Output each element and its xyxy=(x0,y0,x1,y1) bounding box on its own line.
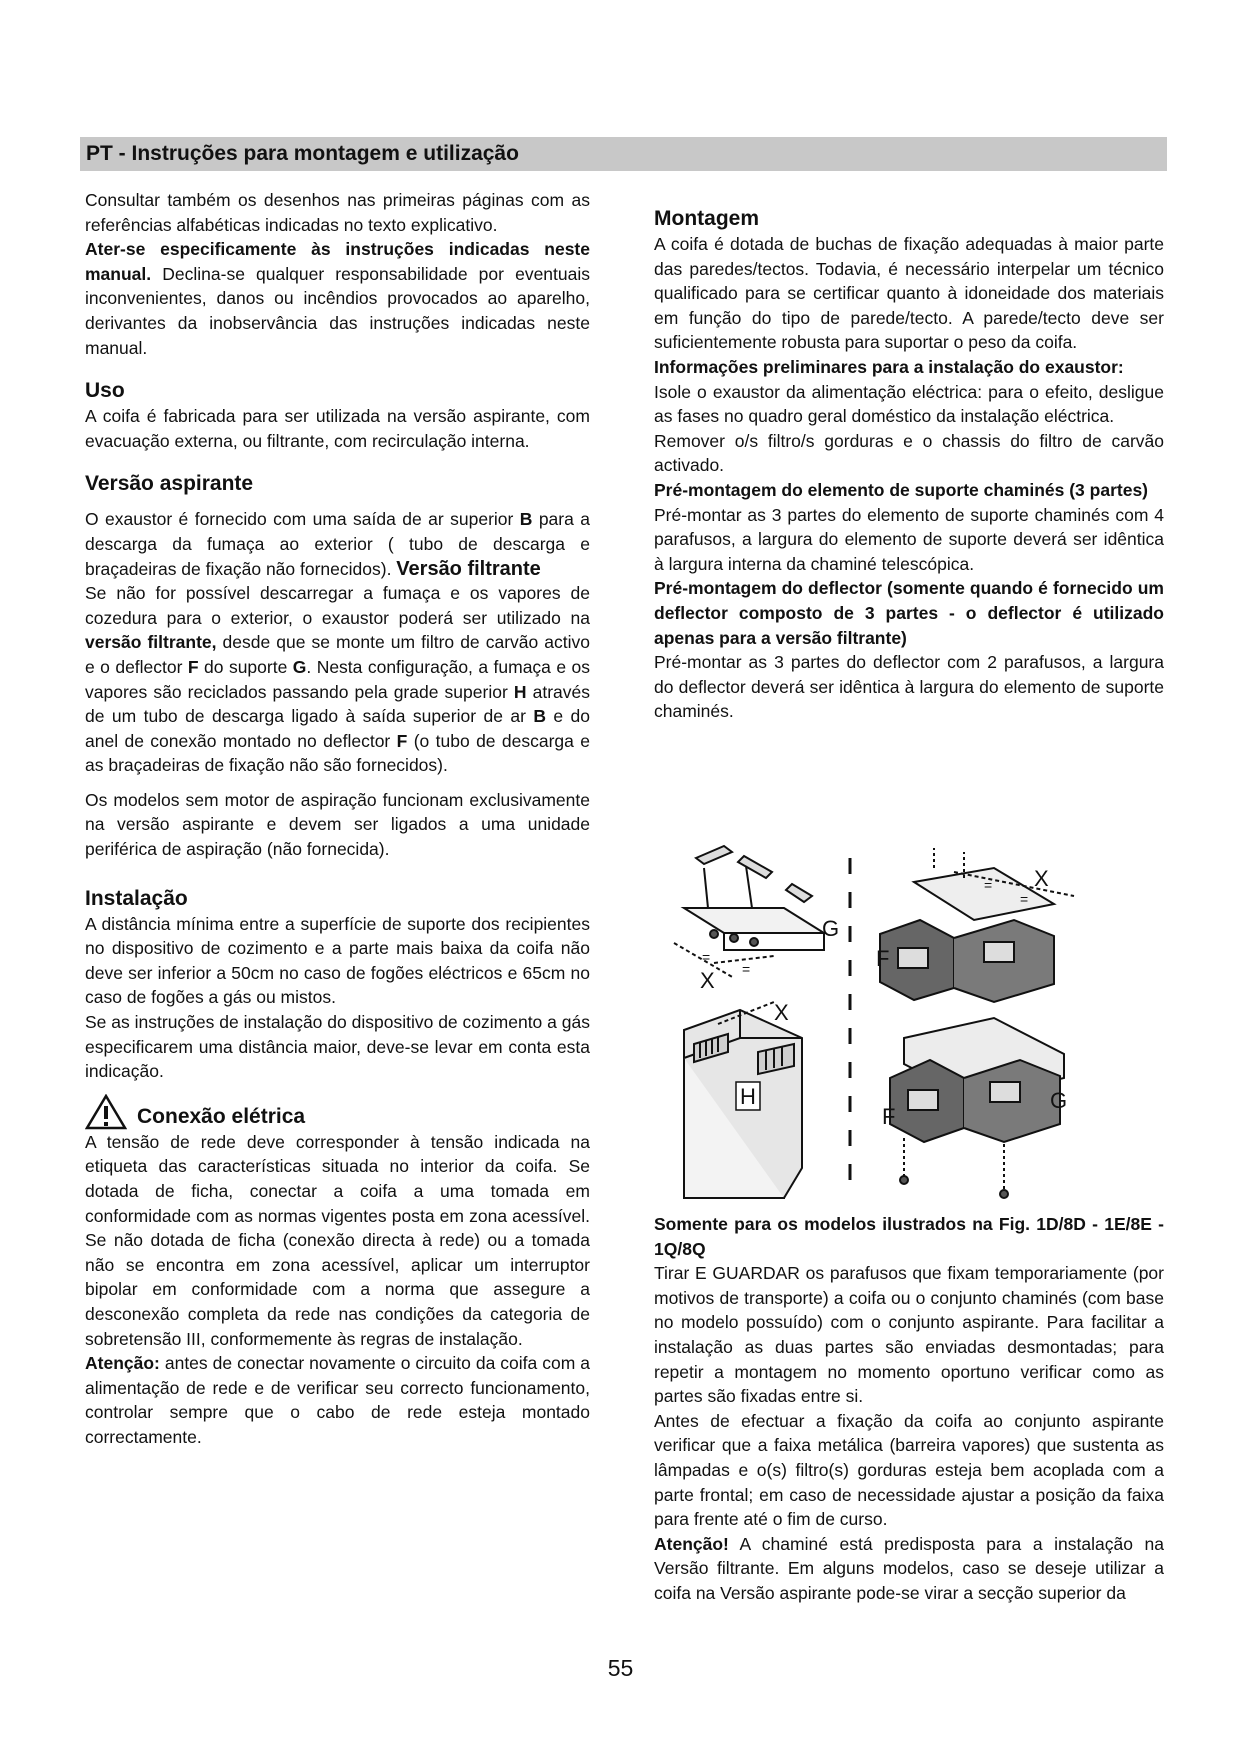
uso-text: A coifa é fabricada para ser utilizada na versão aspirante, com evacuação externa, ou filtrante, com recirculação interna. xyxy=(85,406,590,451)
filtrante-text-6: e do anel de conexão montado no deflector xyxy=(85,706,590,751)
premont-suporte-heading: Pré-montagem do elemento de suporte chaminés (3 partes) xyxy=(654,479,1149,500)
filtrante-text-7: (o tubo de descarga e as braçadeiras de fixação não são fornecidos). xyxy=(85,730,591,776)
modelos-paragraph: Os modelos sem motor de aspiração funcionam exclusivamente na versão aspirante e devem ser ligados a uma unidade periférica de aspiração (não fornecida). xyxy=(85,789,590,860)
conexao-heading-row xyxy=(85,1094,590,1130)
uso-heading: Uso xyxy=(85,379,125,403)
intro-paragraph: Consultar também os desenhos nas primeiras páginas com as referências alfabéticas indicadas no texto explicativo. xyxy=(85,190,590,235)
page-number: 55 xyxy=(607,1655,634,1681)
montagem-heading: Montagem xyxy=(654,207,759,230)
page-title: PT - Instruções para montagem e utilização xyxy=(86,142,519,165)
filtrante-text xyxy=(85,581,590,778)
info-heading: Informações preliminares para a instalação do exaustor: xyxy=(654,356,1124,377)
somente-text-2: Antes de efectuar a fixação da coifa ao conjunto aspirante verificar que a faixa metálica (barreira vapores) que sustenta as lâmpadas e o(s) filtro(s) gorduras esteja bem acoplada com a parte frontal; em caso de necessidade ajustar a posição da faixa para frente até o fim de curso. xyxy=(654,1410,1164,1530)
assembly-diagram xyxy=(654,838,1164,1206)
disclaimer-text: Declina-se qualquer responsabilidade por eventuais inconvenientes, danos ou incêndios provocados ao aparelho, derivantes da inobservância das instruções indicadas neste manual. xyxy=(85,263,590,358)
right-column-bottom xyxy=(654,1212,1164,1606)
equal-mark-4: = xyxy=(1020,891,1029,907)
aspirante-text xyxy=(85,507,590,581)
filtrante-text-1: Se não for possível descarregar a fumaça e os vapores de cozedura para o exterior, o exaustor poderá ser utilizado na xyxy=(85,583,590,628)
filtrante-text-4: . Nesta configuração, a fumaça e os vapores são reciclados passando pela grade superior xyxy=(85,656,591,702)
label-f-2: F xyxy=(396,730,408,751)
filtrante-text-2: desde que se monte um filtro de carvão activo e o deflector xyxy=(85,632,590,677)
aspirante-heading: Versão aspirante xyxy=(85,472,254,496)
atencao-text: antes de conectar novamente o circuito da coifa com a alimentação de rede e de verificar seu correcto funcionamento, controlar sempre que o cabo de rede esteja montado correctamente. xyxy=(85,1353,590,1447)
label-f-bottom: F xyxy=(882,1104,896,1129)
dimension-x-label-3: X xyxy=(1034,866,1049,891)
premont-deflector-text: Pré-montar as 3 partes do deflector com 2 parafusos, a largura do deflector deverá ser idêntica à largura do elemento de suporte chaminés. xyxy=(654,652,1164,722)
label-f-top: F xyxy=(876,946,890,971)
label-f: F xyxy=(187,656,199,677)
atencao-bold: Atenção: xyxy=(85,1353,160,1374)
aspirante-text-2: para a descarga da fumaça ao exterior ( tubo de descarga e braçadeiras de fixação não fornecidos). xyxy=(85,509,590,579)
atencao-bold-2: Atenção! xyxy=(654,1533,729,1554)
label-b: B xyxy=(519,509,533,530)
warning-icon xyxy=(85,1094,127,1130)
label-g-top: G xyxy=(822,916,840,941)
filtrante-text-5: através de um tubo de descarga ligado à saída superior de ar xyxy=(85,681,590,727)
section-header xyxy=(80,137,1167,171)
label-h: H xyxy=(513,681,527,702)
equal-mark-3: = xyxy=(984,877,993,893)
conexao-text-2 xyxy=(85,1351,590,1449)
label-g-bottom: G xyxy=(1050,1088,1068,1113)
support-bracket-drawing xyxy=(674,846,824,978)
disclaimer-paragraph xyxy=(85,237,590,360)
right-column-top xyxy=(654,206,1164,724)
conexao-heading: Conexão elétrica xyxy=(137,1104,306,1128)
dimension-x-label: X xyxy=(700,968,715,993)
filtrante-bold-1: versão filtrante, xyxy=(85,632,217,653)
equal-mark: = xyxy=(702,949,711,965)
instalacao-heading: Instalação xyxy=(85,886,188,910)
somente-text-3 xyxy=(654,1532,1164,1606)
info-text-2: Remover o/s filtro/s gorduras e o chassis do filtro de carvão activado. xyxy=(654,430,1164,476)
deflector-with-bracket-drawing xyxy=(890,1018,1064,1198)
montagem-text: A coifa é dotada de buchas de fixação adequadas à maior parte das paredes/tectos. Todavia, é necessário interpelar um técnico qualificado para se certificar quanto à idoneidade dos materiais em função do tipo de parede/tecto. A parede/tecto deve ser suficientemente robusta para suportar o peso da coifa. xyxy=(654,234,1164,353)
atencao-text-2: A chaminé está predisposta para a instalação na Versão filtrante. Em alguns modelos, caso se deseje utilizar a coifa na Versão aspirante pode-se virar a secção superior da xyxy=(654,1533,1164,1603)
disclaimer-bold: Ater-se especificamente às instruções indicadas neste manual. xyxy=(85,239,590,284)
conexao-text-1: A tensão de rede deve corresponder à tensão indicada na etiqueta das características situada no interior da coifa. Se dotada de ficha, conectar a coifa a uma tomada em conformidade com as normas vigentes posta em zona acessível. Se não dotada de ficha (conexão directa à rede) ou a tomada não se encontra em zona acessível, aplicar um interruptor bipolar em conformidade com a norma que assegure a desconexão completa da rede nas condições da categoria de sobretensão III, conformemente às regras de instalação. xyxy=(85,1131,590,1349)
label-b-2: B xyxy=(533,706,546,727)
label-g: G xyxy=(292,656,307,677)
equal-mark-2: = xyxy=(742,961,751,977)
premont-suporte-text: Pré-montar as 3 partes do elemento de suporte chaminés com 4 parafusos, a largura do elemento de suporte deverá ser idêntica à largura interna da chaminé telescópica. xyxy=(654,504,1164,574)
dimension-x-label-2: X xyxy=(774,1000,789,1025)
aspirante-text-1: O exaustor é fornecido com uma saída de ar superior xyxy=(85,509,520,530)
grille-h-label: H xyxy=(740,1084,756,1109)
filtrante-heading: Versão filtrante xyxy=(396,557,541,580)
somente-text-1: Tirar E GUARDAR os parafusos que fixam temporariamente (por motivos de transporte) a coifa ou o conjunto chaminés (com base no modelo possuído) com o conjunto aspirante. Para facilitar a instalação as duas partes são enviadas desmontadas; para repetir a montagem no momento oportuno verificar como as partes são fixadas entre si. xyxy=(654,1263,1164,1407)
somente-heading: Somente para os modelos ilustrados na Fig. 1D/8D - 1E/8E - 1Q/8Q xyxy=(654,1214,1164,1259)
filtrante-text-3: do suporte xyxy=(198,656,293,677)
instalacao-text-2: Se as instruções de instalação do dispositivo de cozimento a gás especificarem uma distância maior, deve-se levar em conta esta indicação. xyxy=(85,1012,590,1082)
left-column xyxy=(85,188,590,1450)
info-text-1: Isole o exaustor da alimentação eléctrica: para o efeito, desligue as fases no quadro geral doméstico da instalação eléctrica. xyxy=(654,381,1164,427)
premont-deflector-heading: Pré-montagem do deflector (somente quando é fornecido um deflector composto de 3 partes - o deflector é utilizado apenas para a versão filtrante) xyxy=(654,578,1164,648)
instalacao-text-1: A distância mínima entre a superfície de suporte dos recipientes no dispositivo de cozimento e a parte mais baixa da coifa não deve ser inferior a 50cm no caso de fogões eléctricos e 65cm no caso de fogões a gás ou mistos. xyxy=(85,913,590,1008)
assembly-figure xyxy=(654,838,1164,1206)
